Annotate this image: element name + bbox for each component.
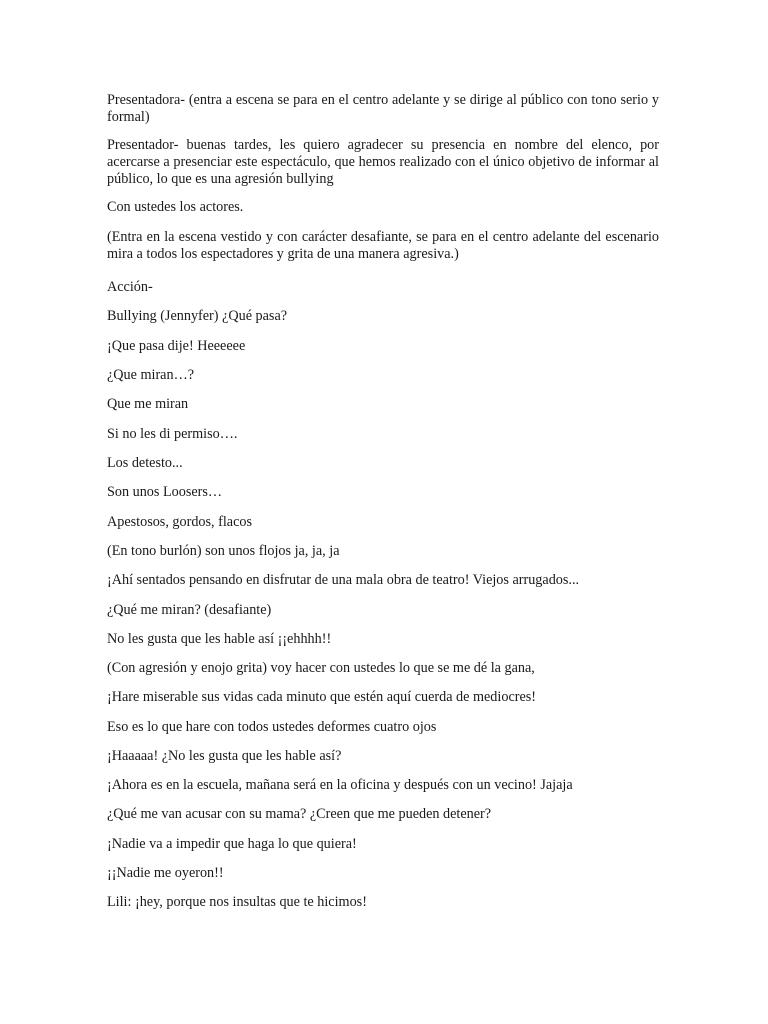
dialogue-line: ¡Que pasa dije! Heeeeee [107,338,246,354]
dialogue-line: ¡¡Nadie me oyeron!! [107,865,224,881]
action-heading: Acción- [107,279,153,295]
dialogue-line: Son unos Loosers… [107,484,223,500]
dialogue-line: No les gusta que les hable así ¡¡ehhhh!! [107,631,332,647]
dialogue-line-lili: Lili: ¡hey, porque nos insultas que te hicimos! [107,894,367,910]
stage-direction-presentadora: Presentadora- (entra a escena se para en el centro adelante y se dirige al público con tono serio y formal) [107,92,659,125]
presenter-speech: Presentador- buenas tardes, les quiero agradecer su presencia en nombre del elenco, por acercarse a presenciar este espectáculo, que hemos realizado con el único objetivo de informar al público, lo que es una agresión bullying [107,137,659,187]
intro-actors-line: Con ustedes los actores. [107,199,244,215]
dialogue-line: Si no les di permiso…. [107,426,238,442]
dialogue-line: ¿Que miran…? [107,367,195,383]
dialogue-line: ¡Ahí sentados pensando en disfrutar de una mala obra de teatro! Viejos arrugados... [107,572,580,588]
dialogue-line: (En tono burlón) son unos flojos ja, ja, ja [107,543,340,559]
dialogue-line: ¡Ahora es en la escuela, mañana será en la oficina y después con un vecino! Jajaja [107,777,573,793]
dialogue-line: ¿Qué me van acusar con su mama? ¿Creen que me pueden detener? [107,806,492,822]
dialogue-line: ¡Haaaaa! ¿No les gusta que les hable así? [107,748,342,764]
dialogue-line: ¿Qué me miran? (desafiante) [107,602,272,618]
dialogue-line: Los detesto... [107,455,183,471]
dialogue-line: Eso es lo que hare con todos ustedes deformes cuatro ojos [107,719,437,735]
dialogue-line: Que me miran [107,396,189,412]
stage-direction-entrance: (Entra en la escena vestido y con carácter desafiante, se para en el centro adelante del escenario mira a todos los espectadores y grita de una manera agresiva.) [107,229,659,262]
dialogue-line: (Con agresión y enojo grita) voy hacer con ustedes lo que se me dé la gana, [107,660,535,676]
dialogue-line: Bullying (Jennyfer) ¿Qué pasa? [107,308,288,324]
dialogue-line: Apestosos, gordos, flacos [107,514,253,530]
dialogue-line: ¡Hare miserable sus vidas cada minuto que estén aquí cuerda de mediocres! [107,689,537,705]
dialogue-line: ¡Nadie va a impedir que haga lo que quiera! [107,836,357,852]
